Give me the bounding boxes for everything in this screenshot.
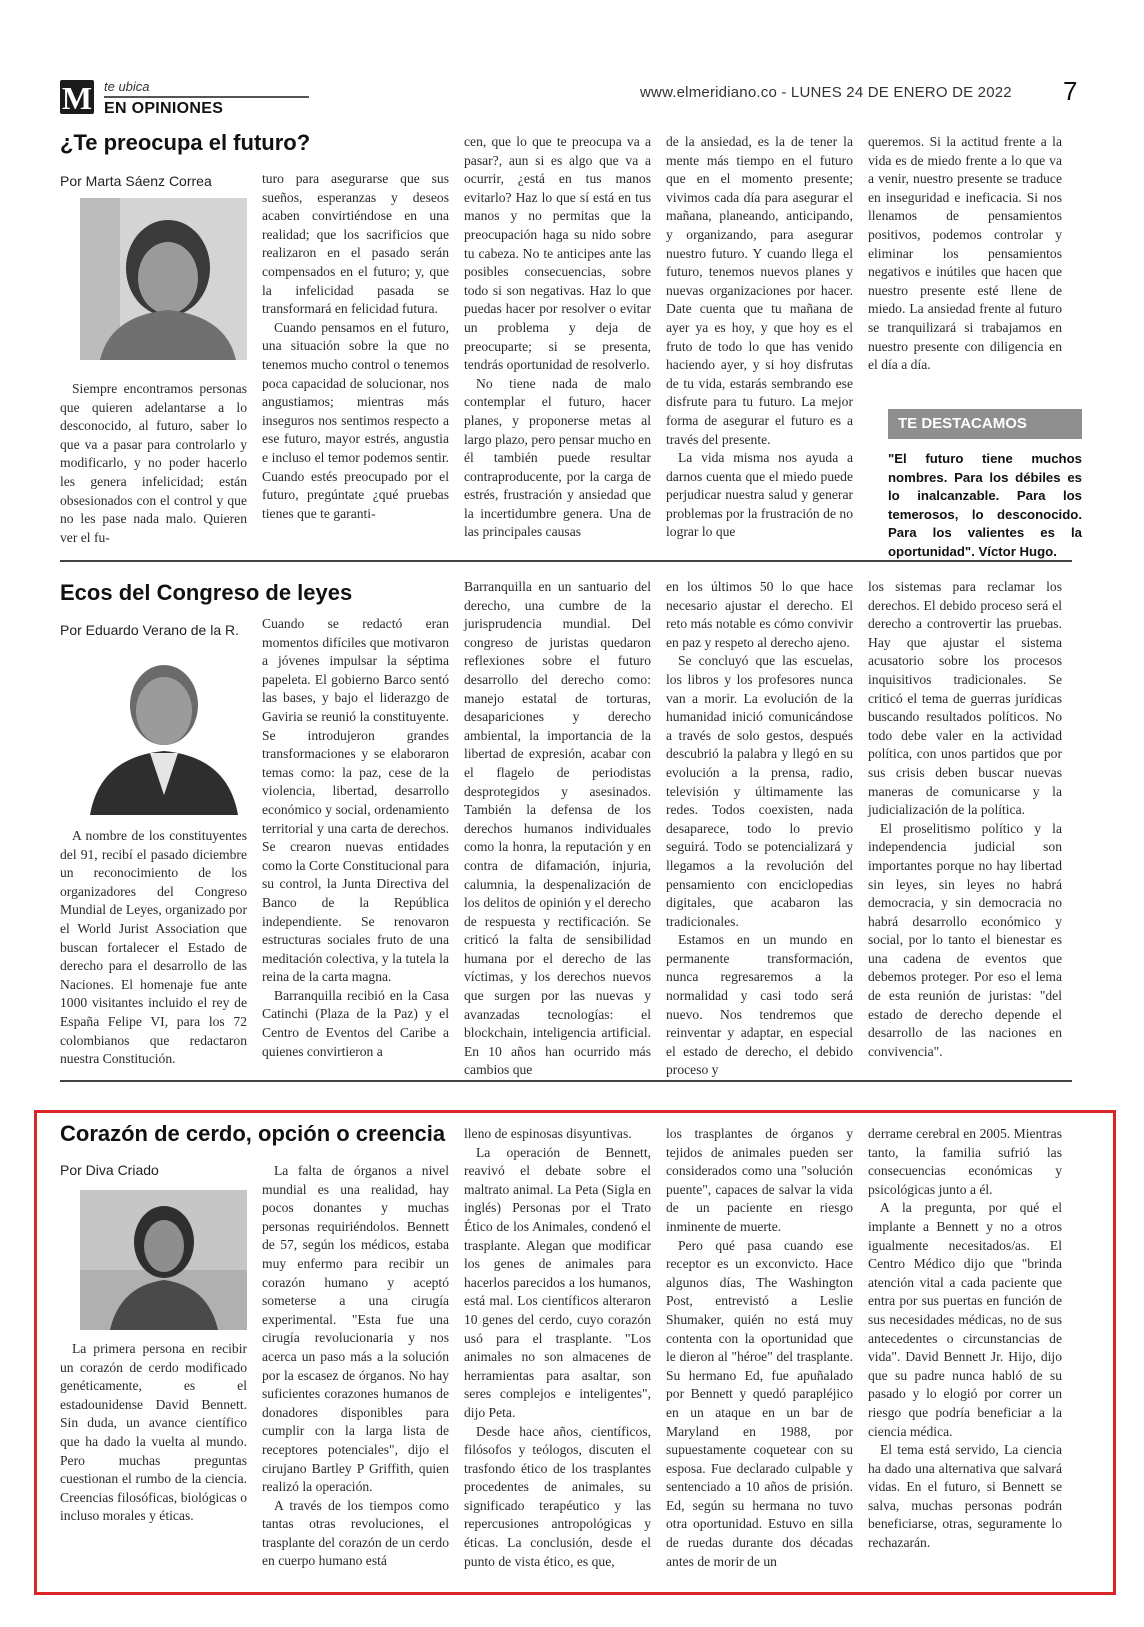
byline: Por Diva Criado bbox=[60, 1162, 159, 1178]
article-column: Cuando se redactó eran momentos difíciles que motivaron a jóvenes impulsar la séptima papeleta. El gobierno Barco sentó las bases, y bajo el liderazgo de Gaviria se reunió la constituyente. Se introdujeron grandes transformaciones y se elaboraron temas como: la paz, cese de la violencia, libertad, desarrollo económico y social, ordenamiento territorial y una carta de derechos. Se crearon nuevas entidades como la Corte Constitucional para su control, la Junta Directiva del Banco de la República independiente. Se renovaron estructuras sociales fruto de una meditación colectiva, y la tutela la reina de la carta magna. Barranquilla recibió en la Casa Catinchi (Plaza de la Paz) y el Centro de Eventos del Caribe a quienes convirtieron a bbox=[262, 616, 449, 1059]
article-column: queremos. Si la actitud frente a la vida es de miedo frente a lo que va a venir, nuestro presente se traduce en inseguridad e ineficacia. Si nos llenamos de pensamientos positivos, podemos controlar y eliminar los pensamientos negativos e inútiles que hacen que nuestro presente esté llene de miedo. La ansiedad frente al futuro se tranquilizará si trabajamos en nuestro presente con diligencia en el día a día. bbox=[868, 134, 1062, 373]
byline: Por Marta Sáenz Correa bbox=[60, 173, 212, 189]
byline: Por Eduardo Verano de la R. bbox=[60, 622, 240, 638]
article-title: ¿Te preocupa el futuro? bbox=[60, 130, 311, 155]
article-column: cen, que lo que te preocupa va a pasar?, aun si es algo que va a ocurrir, ¿está en tus manos evitarlo? Haz lo que sí está en tus manos y no permitas que la preocupación haga su nido sobre tu cabeza. No te anticipes ante las posibles consecuencias, sobre todo si son negativas. Haz lo que puedas hacer por resolver o evitar un problema y deja de preocuparte; si se presenta, tendrás oportunidad de resolverlo. No tiene nada de malo contemplar el futuro, hacer planes, y proponerse metas al largo plazo, pero pensar mucho en él también puede resultar contraproducente, por la carga de estrés, frustración y ansiedad que la incertidumbre genera. Una de las principales causas bbox=[464, 134, 651, 540]
article-column: Barranquilla en un santuario del derecho, una cumbre de la jurisprudencia mundial. Del congreso de juristas quedaron reflexiones sobre el futuro desarrollo del derecho como: manejo estatal de torturas, desapariciones y derecho ambiental, la importancia de la libertad de expresión, acabar con el flagelo de periodistas desprotegidos y asesinados. También la defensa de los derechos humanos individuales como la honra, la reputación y en contra de difamación, injuria, calumnia, la despenalización de los delitos de opinión y el derecho de respuesta y rectificación. Se criticó la falta de sensibilidad humana por el derecho de las víctimas, y los derechos nuevos que surgen por las nuevas y avanzadas tecnologías: el blockchain, inteligencia artificial. En 10 años han ocurrido más cambios que bbox=[464, 579, 651, 1078]
section-divider bbox=[60, 1080, 1072, 1082]
author-photo bbox=[80, 198, 247, 360]
article-column: lleno de espinosas disyuntivas. La operación de Bennett, reavivó el debate sobre el maltrato animal. La Peta (Sigla en inglés) Personas por el Trato Ético de los Animales, condenó el trasplante. Alegan que modificar los genes de animales para hacerlos parecidos a los humanos, está mal. Los científicos alteraron 10 genes del cerdo, cuyo corazón usó para el trasplante. "Los animales no son almacenes de herramientas para asaltar, son seres complejos e inteligentes", dijo Peta. Desde hace años, científicos, filósofos y teólogos, discuten el trasfondo ético de los trasplantes procedentes de animales, su significado terapéutico y las repercusiones antropológicas y éticas. La conclusión, desde el punto de vista ético, es que, bbox=[464, 1126, 651, 1569]
portrait-image bbox=[80, 198, 247, 360]
article-column: derrame cerebral en 2005. Mientras tanto, la familia sufrió las consecuencias económicas y psicológicas junto a él. A la pregunta, por qué el implante a Bennett y no a otros igualmente necesitados/as. El Centro Médico dijo que "brinda atención vital a cada paciente que entra por sus puertas en función de sus necesidades médicas, no de sus antecedentes o circunstancias de vida". David Bennett Jr. Hijo, dijo que su padre nunca habló de su pasado y lo elogió por correr un riesgo que podría beneficiar a la ciencia médica. El tema está servido, La ciencia ha dado una alternativa que salvará vidas. En el futuro, si Bennett se salva, muchas personas podrán beneficiarse, otras, seguramente lo rechazarán. bbox=[868, 1126, 1062, 1551]
article-column: turo para asegurarse que sus sueños, esperanzas y deseos acaben convirtiéndose en una realidad; que los sacrificios que realizaron en el pasado serán compensados en el futuro; y, que la infelicidad pasada se transformará en felicidad futura. Cuando pensamos en el futuro, una situación sobre la que no tenemos mucho control o tenemos poca capacidad de solucionar, nos angustiamos; mientras más inseguros nos sentimos respecto a ese futuro, mayor estrés, angustia e incluso el temor podemos sentir. Cuando estés preocupado por el futuro, pregúntate ¿qué pruebas tienes que te garanti- bbox=[262, 171, 449, 521]
author-photo bbox=[80, 645, 247, 815]
newspaper-logo: M bbox=[61, 80, 93, 116]
highlight-box-title: TE DESTACAMOS bbox=[888, 409, 1082, 439]
section-divider bbox=[60, 560, 1072, 562]
site-and-date: www.elmeridiano.co - LUNES 24 DE ENERO DE 2022 bbox=[640, 84, 1012, 101]
article-column: en los últimos 50 lo que hace necesario ajustar el derecho. El reto más notable es cómo convivir en paz y respeto al derecho ajeno. Se concluyó que las escuelas, los libros y los profesores nunca van a morir. La evolución de la humanidad inició comunicándose a través de solo gestos, después descubrió la palabra y llegó en su evolución a la prensa, radio, televisión y últimamente las redes. Todos coexisten, nada desaparece, todo lo previo seguirá. Todo se potencializará y llegamos a la revolución del pensamiento con enciclopedias digitales, que acabaron las tradicionales. Estamos en un mundo en permanente transformación, nunca regresaremos a la normalidad y casi todo será nuevo. Nos tendremos que reinventar y adaptar, en especial el estado de derecho, el debido proceso y bbox=[666, 579, 853, 1078]
portrait-image bbox=[80, 645, 247, 815]
article-column: Siempre encontramos personas que quieren adelantarse a lo desconocido, al futuro, saber lo que va a pasar para controlarlo y modificarlo, y no poder hacerlo les genera infelicidad; están obsesionados con el control y que no les pase nada malo. Quieren ver el fu- bbox=[60, 381, 247, 545]
portrait-image bbox=[80, 1190, 247, 1330]
header-rule bbox=[104, 96, 309, 98]
article-column: los sistemas para reclamar los derechos. El debido proceso será el derecho a controvertir las pruebas. Hay que ajustar el sistema acusatorio sobre los procesos inquisitivos tradicionales. Se criticó el tema de guerras jurídicas buscando resultados políticos. No todo debe valer en la actividad política, con unos partidos que por sus crisis deben buscar nuevas maneras de comunicarse y la judicialización de la política. El proselitismo político y la independencia judicial son importantes porque no hay libertad sin leyes, sin leyes no habrá democracia, y sin democracia no habrá desarrollo económico y social, por lo tanto el bienestar es una cadena de eventos que debemos proteger. Por eso el lema de esta reunión de juristas: "del estado de derecho depende el desarrollo de las naciones en convivencia". bbox=[868, 579, 1062, 1059]
article-title: Corazón de cerdo, opción o creencia bbox=[60, 1121, 446, 1146]
article-column: los trasplantes de órganos y tejidos de animales pueden ser considerados como una "solución puente", capaces de salvar la vida de un paciente en riesgo inminente de muerte. Pero qué pasa cuando ese receptor es un exconvicto. Hace algunos días, The Washington Post, entrevistó a Leslie Shumaker, quién no está muy contenta con la oportunidad que le dieron al "héroe" del trasplante. Su hermano Ed, fue apuñalado por Bennett y quedó parapléjico en un ataque en un bar de Maryland en 1988, por supuestamente coquetear con su esposa. Fue declarado culpable y sentenciado a 10 años de prisión. Ed, según su hermana no tuvo otra oportunidad. Estuvo en silla de ruedas durante dos décadas antes de morir de un bbox=[666, 1126, 853, 1569]
article-column: La primera persona en recibir un corazón de cerdo modificado genéticamente, es el estadounidense David Bennett. Sin duda, un avance científico que ha dado la vuelta al mundo. Pero muchas preguntas cuestionan el rumbo de la ciencia. Creencias filosóficas, biológicas o incluso morales y éticas. bbox=[60, 1341, 247, 1524]
tagline: te ubica bbox=[104, 79, 150, 94]
article-title: Ecos del Congreso de leyes bbox=[60, 580, 353, 605]
article-column: La falta de órganos a nivel mundial es una realidad, hay pocos donantes y muchas personas requiriéndolos. Bennett de 57, según los médicos, estaba muy enfermo para recibir un corazón humano y aceptó someterse a una cirugía experimental. "Esta fue una cirugía revolucionaria y nos acerca un paso más a la solución por la escasez de órganos. No hay suficientes corazones humanos de donadores disponibles para cumplir con la larga lista de receptores potenciales", dijo el cirujano Bartley P Griffith, quien realizó la operación. A través de los tiempos como tantas otras revoluciones, el trasplante del corazón de un cerdo en cuerpo humano está bbox=[262, 1163, 449, 1569]
page-number: 7 bbox=[1063, 76, 1078, 106]
highlight-quote: "El futuro tiene muchos nombres. Para los débiles es lo inalcanzable. Para los temerosos, lo desconocido. Para los valientes es la oportunidad". Víctor Hugo. bbox=[888, 451, 1082, 559]
author-photo bbox=[80, 1190, 247, 1330]
article-column: A nombre de los constituyentes del 91, recibí el pasado diciembre un reconocimiento de los organizadores del Congreso Mundial de Leyes, organizado por el World Jurist Association que buscan fortalecer el Estado de derecho para el desarrollo de las Naciones. El homenaje fue ante 1000 visitantes incluido el rey de España Felipe VI, para los 72 colombianos que redactaron nuestra Constitución. bbox=[60, 828, 247, 1067]
article-column: de la ansiedad, es la de tener la mente más tiempo en el futuro que en el momento presente; vivimos cada día para asegurar el mañana, planeando, anticipando, y organizando, para asegurar nuestro futuro. Y cuando llega el futuro, tenemos nuevos planes y nuevas organizaciones por hacer. Date cuenta que tu mañana de ayer ya es hoy, y que hoy es el fruto de todo lo que has venido haciendo ayer, y si hoy disfrutas de tu vida, estarás sembrando ese disfrute para tu futuro. La mejor forma de asegurar el futuro es a través del presente. La vida misma nos ayuda a darnos cuenta que el miedo puede perjudicar nuestra salud y generar problemas por la frustración de no lograr lo que bbox=[666, 134, 853, 540]
section-name: EN OPINIONES bbox=[104, 100, 224, 117]
